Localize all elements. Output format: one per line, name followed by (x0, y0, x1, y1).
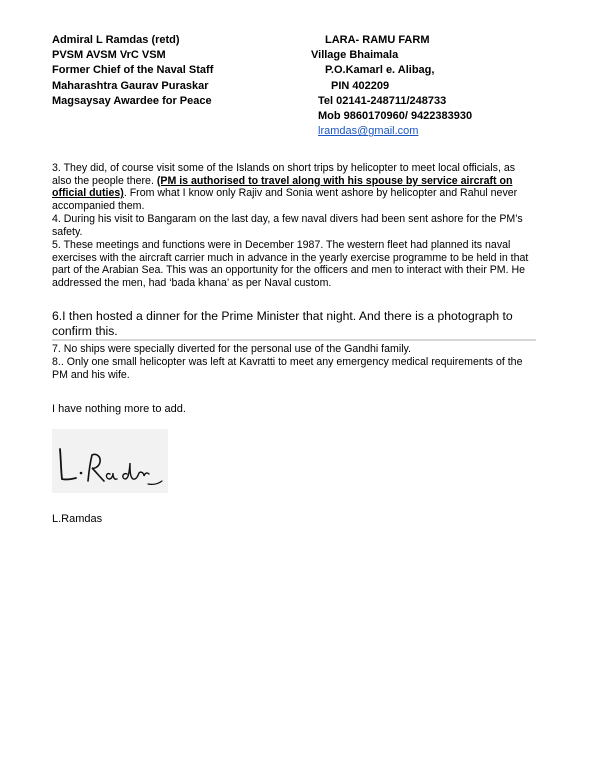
signature-icon (52, 429, 168, 493)
paragraph-7: 7. No ships were specially diverted for the personal use of the Gandhi family. (52, 343, 411, 355)
paragraph-4: 4. During his visit to Bangaram on the last day, a few naval divers had been sent ashore for the PM’s safety. (52, 213, 523, 238)
village: Village Bhaimala (311, 49, 399, 62)
paragraph-6: 6.I then hosted a dinner for the Prime Minister that night. And there is a photograph to confirm this. (52, 309, 513, 338)
sender-decorations: PVSM AVSM VrC VSM (52, 49, 166, 62)
paragraph-3-text-end: . From what I know only Rajiv and Sonia went ashore by helicopter and Rahul never accompanied them. (52, 187, 518, 212)
divider-line (52, 339, 536, 341)
mobile: Mob 9860170960/ 9422383930 (318, 110, 473, 123)
sender-award-2: Magsaysay Awardee for Peace (52, 94, 212, 107)
signature-image (52, 429, 168, 493)
paragraph-3 (52, 162, 534, 212)
farm-name: LARA- RAMU FARM (325, 34, 430, 46)
sender-details (52, 33, 213, 109)
signatory-name: L.Ramdas (52, 513, 103, 525)
sender-address (307, 33, 472, 139)
closing-line: I have nothing more to add. (52, 403, 186, 415)
sender-former-post: Former Chief of the Naval Staff (52, 64, 214, 77)
post-office: P.O.Kamarl e. Alibag, (325, 64, 435, 77)
paragraph-3-emphasis: (PM is authorised to travel along with his spouse by service aircraft on official duties) (52, 174, 513, 200)
sender-name: Admiral L Ramdas (retd) (52, 34, 180, 46)
pin-code: PIN 402209 (331, 79, 390, 92)
paragraph-5: 5. These meetings and functions were in December 1987. The western fleet had planned its naval exercises with the aircraft carrier much in advance in the yearly exercise programme to be held in that part of the Arabian Sea. This was an opportunity for the officers and men to interact with their PM. He addressed the men, had ‘bada khana’ as per Naval custom. (52, 239, 529, 289)
telephone: Tel 02141-248711/248733 (318, 94, 447, 107)
paragraph-8: 8.. Only one small helicopter was left at Kavratti to meet any emergency medical requirements of the PM and his wife. (52, 356, 523, 381)
email-link[interactable]: lramdas@gmail.com (318, 125, 419, 138)
sender-award-1: Maharashtra Gaurav Puraskar (52, 79, 209, 92)
paragraph-3-text: 3. They did, of course visit some of the Islands on short trips by helicopter to meet local officials, as also the people there. (52, 162, 516, 187)
